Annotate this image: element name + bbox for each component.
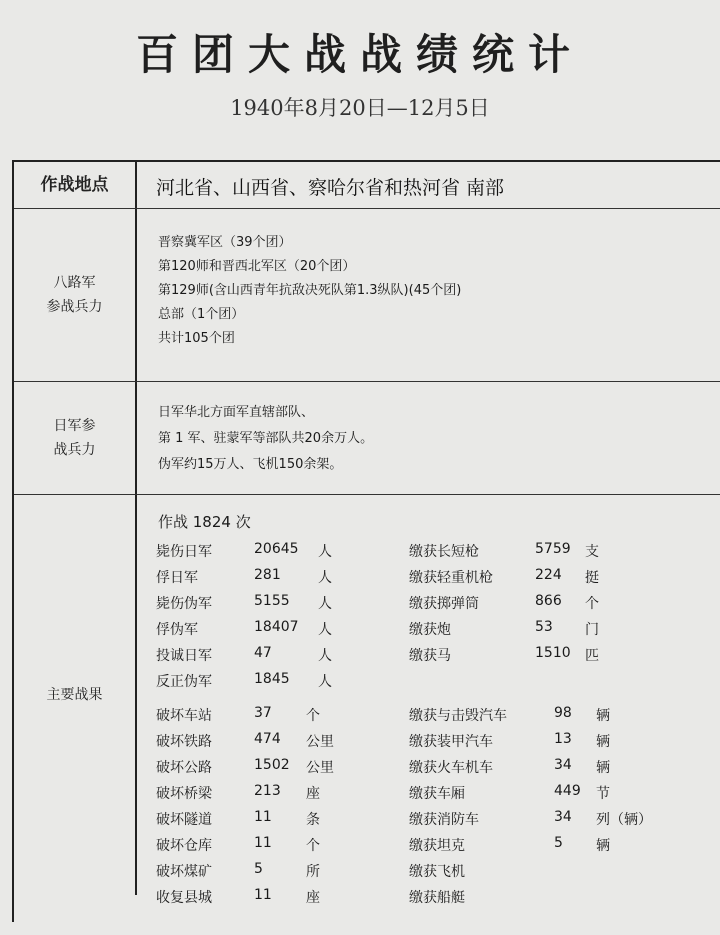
stat-item: 破坏煤矿: [156, 864, 212, 880]
eighth-route-line: 共计105个团: [158, 331, 235, 346]
stat-number: 474: [254, 731, 281, 747]
stat-row: [156, 567, 416, 587]
stat-unit: 人: [318, 596, 332, 612]
stat-row: [156, 809, 416, 829]
stat-row: [156, 593, 416, 613]
stat-number: 11: [254, 835, 272, 851]
date-range: 1940年8月20日—12月5日: [230, 96, 490, 120]
stat-number: 281: [254, 567, 281, 583]
stat-number: 213: [254, 783, 281, 799]
stat-unit: 人: [318, 570, 332, 586]
stat-item: 毙伤日军: [156, 544, 212, 560]
eighth-route-line: 第120师和晋西北军区（20个团）: [158, 259, 356, 274]
eighth-route-line: 总部（1个团）: [158, 307, 245, 322]
stat-item: 破坏公路: [156, 760, 212, 776]
stat-row: [409, 835, 669, 855]
stat-unit: 条: [306, 812, 320, 828]
eighth-route-content: [158, 231, 461, 351]
stat-unit: 门: [585, 622, 599, 638]
stat-item: 破坏隧道: [156, 812, 212, 828]
stat-unit: 匹: [585, 648, 599, 664]
stat-unit: 公里: [306, 734, 334, 750]
stat-number: 1845: [254, 671, 290, 687]
japanese-label: [14, 382, 137, 494]
stat-row: [409, 705, 669, 725]
stat-item: 投诚日军: [156, 648, 212, 664]
stat-number: 53: [535, 619, 553, 635]
stat-row: [409, 645, 669, 665]
japanese-label-line2: 战兵力: [53, 442, 96, 458]
stat-number: 13: [554, 731, 572, 747]
stat-unit: 公里: [306, 760, 334, 776]
stat-row: [156, 783, 416, 803]
stat-unit: 座: [306, 890, 320, 906]
stat-unit: 支: [585, 544, 599, 560]
stat-row: [409, 593, 669, 613]
stat-number: 224: [535, 567, 562, 583]
stat-row: [409, 757, 669, 777]
stat-unit: 个: [306, 708, 320, 724]
stat-row: [156, 705, 416, 725]
row-results: [14, 495, 720, 935]
results-heading: 作战 1824 次: [158, 513, 251, 531]
stat-number: 5155: [254, 593, 290, 609]
stat-row: [156, 835, 416, 855]
japanese-label-line1: 日军参: [53, 418, 96, 434]
stat-number: 34: [554, 809, 572, 825]
stat-item: 缴获船艇: [409, 890, 465, 906]
row-eighth-route: [14, 209, 720, 382]
page-title: 百团大战战绩统计: [135, 30, 584, 79]
stat-item: 破坏桥梁: [156, 786, 212, 802]
eighth-route-line: 第129师(含山西青年抗敌决死队第1.3纵队)(45个团): [158, 283, 462, 298]
stat-unit: 所: [306, 864, 320, 880]
results-label: 主要战果: [14, 495, 137, 895]
japanese-line: 伪军约15万人、飞机150余架。: [158, 457, 343, 472]
stat-number: 5759: [535, 541, 571, 557]
stat-number: 37: [254, 705, 272, 721]
row-location: [14, 162, 720, 209]
stat-unit: 节: [596, 786, 610, 802]
stat-unit: 辆: [596, 838, 610, 854]
stat-unit: 挺: [585, 570, 599, 586]
stat-row: [409, 887, 669, 907]
stat-row: [156, 645, 416, 665]
stat-item: 破坏仓库: [156, 838, 212, 854]
stat-item: 缴获与击毁汽车: [409, 708, 507, 724]
stat-row: [409, 619, 669, 639]
location-value: 河北省、山西省、察哈尔省和热河省 南部: [156, 177, 505, 199]
stat-item: 反正伪军: [156, 674, 212, 690]
stat-row: [156, 541, 416, 561]
stat-item: 毙伤伪军: [156, 596, 212, 612]
stat-row: [156, 619, 416, 639]
row-japanese: [14, 382, 720, 495]
stat-number: 5: [254, 861, 263, 877]
stat-number: 34: [554, 757, 572, 773]
stat-unit: 人: [318, 648, 332, 664]
stat-row: [409, 541, 669, 561]
stat-unit: 列（辆）: [596, 812, 652, 828]
stat-item: 缴获坦克: [409, 838, 465, 854]
stat-item: 缴获炮: [409, 622, 451, 638]
stat-number: 18407: [254, 619, 299, 635]
stat-item: 破坏车站: [156, 708, 212, 724]
stat-item: 缴获马: [409, 648, 451, 664]
stat-item: 缴获装甲汽车: [409, 734, 493, 750]
stat-item: 缴获消防车: [409, 812, 479, 828]
stat-row: [156, 757, 416, 777]
eighth-route-label: [14, 209, 137, 381]
stat-unit: 个: [306, 838, 320, 854]
stat-number: 5: [554, 835, 563, 851]
stat-item: 缴获火车机车: [409, 760, 493, 776]
stat-item: 俘日军: [156, 570, 198, 586]
eighth-route-line: 晋察冀军区（39个团）: [158, 235, 292, 250]
stat-unit: 人: [318, 544, 332, 560]
eighth-route-label-line1: 八路军: [53, 275, 96, 291]
stat-row: [409, 731, 669, 751]
stat-unit: 个: [585, 596, 599, 612]
stat-item: 破坏铁路: [156, 734, 212, 750]
stat-number: 20645: [254, 541, 299, 557]
stat-unit: 座: [306, 786, 320, 802]
stat-unit: 辆: [596, 760, 610, 776]
stat-row: [156, 671, 416, 691]
stat-row: [409, 861, 669, 881]
stat-item: 缴获车厢: [409, 786, 465, 802]
stat-item: 缴获长短枪: [409, 544, 479, 560]
stat-number: 47: [254, 645, 272, 661]
stat-unit: 辆: [596, 734, 610, 750]
location-label: 作战地点: [14, 162, 137, 208]
stat-number: 1502: [254, 757, 290, 773]
japanese-content: [158, 400, 373, 478]
japanese-line: 第 1 军、驻蒙军等部队共20余万人。: [158, 431, 374, 446]
stat-unit: 人: [318, 674, 332, 690]
stat-item: 缴获飞机: [409, 864, 465, 880]
stat-row: [156, 861, 416, 881]
stat-row: [156, 731, 416, 751]
stat-row: [409, 567, 669, 587]
stat-item: 收复县城: [156, 890, 212, 906]
stats-table: [12, 160, 720, 922]
stat-row: [409, 809, 669, 829]
stat-row: [156, 887, 416, 907]
stat-number: 449: [554, 783, 581, 799]
stat-unit: 人: [318, 622, 332, 638]
stat-number: 866: [535, 593, 562, 609]
stat-item: 缴获掷弹筒: [409, 596, 479, 612]
stat-number: 1510: [535, 645, 571, 661]
stat-item: 缴获轻重机枪: [409, 570, 493, 586]
stat-number: 11: [254, 887, 272, 903]
stat-number: 11: [254, 809, 272, 825]
japanese-line: 日军华北方面军直辖部队、: [158, 405, 315, 420]
stat-number: 98: [554, 705, 572, 721]
stat-item: 俘伪军: [156, 622, 198, 638]
stat-unit: 辆: [596, 708, 610, 724]
stat-row: [409, 783, 669, 803]
eighth-route-label-line2: 参战兵力: [46, 299, 103, 315]
